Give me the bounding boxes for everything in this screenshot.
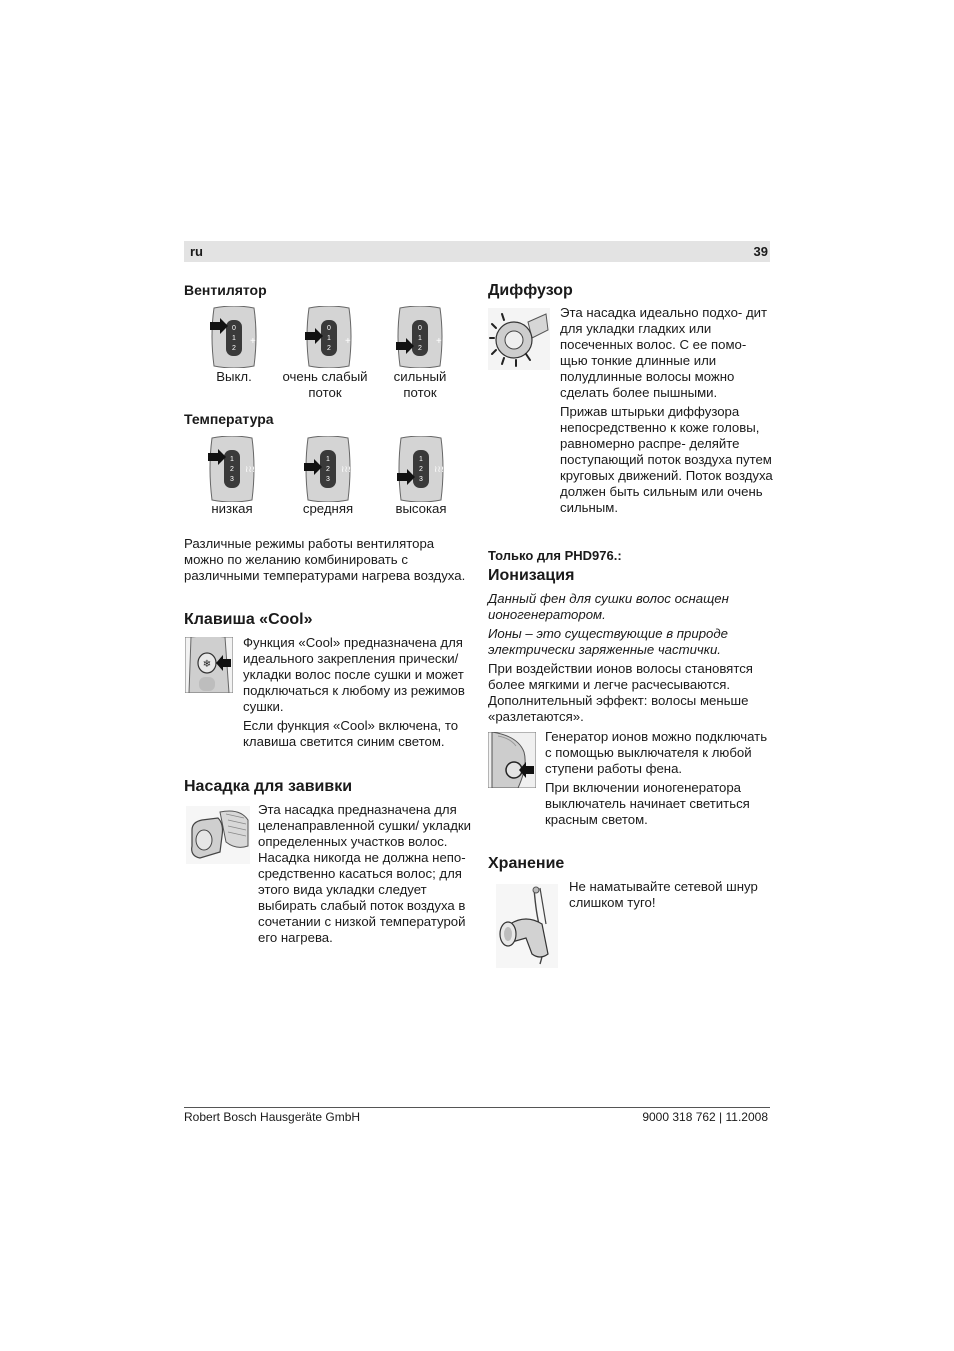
only-for-model-note: Только для PHD976.: [488, 548, 622, 563]
fan-switch-high-image [392, 306, 448, 368]
language-code: ru [190, 244, 203, 259]
svg-text:3: 3 [326, 476, 330, 483]
svg-text:1: 1 [327, 335, 331, 342]
storage-heading: Хранение [488, 855, 565, 872]
storage-text: Не наматывайте сетевой шнур слишком туго! [569, 879, 758, 910]
temp-switch-high-image [393, 436, 449, 502]
nozzle-text: Эта насадка предназначена для целенаправленной сушки/ укладки определенных участков волос. Насадка никогда не должна непо- средственно касаться волос; для этого вида укладки следует выбирать слабый поток воздуха в сочетании с низкой температурой его нагрева. [258, 802, 472, 945]
header-bar [184, 241, 770, 262]
ionization-italic-1: Данный фен для сушки волос оснащен ионогенератором. [488, 591, 729, 622]
ionization-paragraph-3: При включении ионогенератора выключатель начинает светиться красным светом. [545, 780, 750, 827]
svg-text:≀≀≀: ≀≀≀ [341, 464, 352, 474]
combine-text: Различные режимы работы вентилятора можно по желанию комбинировать с различными температурами нагрева воздуха. [184, 536, 466, 583]
diffuser-paragraph-2: Прижав штырьки диффузора непосредственно к коже головы, равномерно распре- деляйте поступающий поток воздуха путем круговых движений. Поток воздуха должен быть сильным или очень сильным. [560, 404, 773, 515]
svg-text:≀≀≀: ≀≀≀ [245, 464, 256, 474]
diffuser-image [488, 308, 550, 370]
fan-caption-low: очень слабый поток [282, 369, 368, 400]
diffuser-text [560, 305, 774, 519]
page-number: 39 [753, 244, 768, 259]
svg-text:2: 2 [419, 466, 423, 473]
svg-text:2: 2 [327, 345, 331, 352]
fan-switch-low-image [301, 306, 357, 368]
cool-text [243, 635, 469, 753]
fan-heading: Вентилятор [184, 282, 267, 298]
ionization-paragraph-1: При воздействии ионов волосы становятся более мягкими и легче расчесываются. Дополнительный эффект: волосы меньше «разлетаются». [488, 661, 753, 724]
nozzle-heading: Насадка для завивки [184, 778, 353, 795]
svg-text:+: + [250, 336, 256, 347]
svg-text:❄: ❄ [202, 659, 212, 670]
nozzle-image [186, 806, 250, 864]
cool-paragraph-1: Функция «Cool» предназначена для идеального закрепления прически/укладки волос после сушки и может подключаться к любому из режимов сушки. [243, 635, 465, 714]
svg-text:0: 0 [418, 325, 422, 332]
svg-text:1: 1 [419, 456, 423, 463]
ionization-italic-2: Ионы – это существующие в природе электрически заряженные частички. [488, 626, 729, 657]
footer-rule [184, 1107, 770, 1108]
storage-hairdryer-image [496, 884, 558, 968]
fan-caption-high: сильный поток [393, 369, 447, 400]
ionization-heading: Ионизация [488, 567, 575, 584]
svg-text:≀≀≀: ≀≀≀ [434, 464, 445, 474]
svg-text:+: + [345, 336, 351, 347]
temp-caption-medium: средняя [302, 501, 354, 516]
svg-text:2: 2 [326, 466, 330, 473]
cool-paragraph-2: Если функция «Cool» включена, то клавиша светится синим светом. [243, 718, 459, 749]
svg-text:2: 2 [230, 466, 234, 473]
svg-text:+: + [436, 336, 442, 347]
svg-text:2: 2 [232, 345, 236, 352]
cool-button-image [185, 637, 233, 693]
svg-text:1: 1 [418, 335, 422, 342]
ion-switch-text [545, 729, 771, 831]
temperature-heading: Температура [184, 411, 274, 427]
temp-switch-medium-image [300, 436, 356, 502]
ionization-intro [488, 591, 778, 728]
cool-heading: Клавиша «Cool» [184, 611, 313, 628]
svg-text:0: 0 [327, 325, 331, 332]
svg-text:1: 1 [230, 456, 234, 463]
fan-caption-off: Выкл. [216, 369, 252, 384]
temp-caption-high: высокая [395, 501, 447, 516]
svg-text:2: 2 [418, 345, 422, 352]
ionization-paragraph-2: Генератор ионов можно подключать с помощью выключателя к любой ступени работы фена. [545, 729, 768, 776]
footer-doc-ref: 9000 318 762 | 11.2008 [642, 1110, 768, 1124]
svg-text:3: 3 [419, 476, 423, 483]
svg-text:1: 1 [326, 456, 330, 463]
diffuser-heading: Диффузор [488, 282, 573, 299]
svg-text:3: 3 [230, 476, 234, 483]
footer-company: Robert Bosch Hausgeräte GmbH [184, 1110, 361, 1124]
svg-text:1: 1 [232, 335, 236, 342]
fan-switch-off-image [206, 306, 262, 368]
ion-switch-image [488, 732, 536, 788]
diffuser-paragraph-1: Эта насадка идеально подхо- дит для укладки гладких или посеченных волос. С ее помо- щью тонкие длинные или полудлинные волосы можно сделать более пышными. [560, 305, 768, 400]
temp-caption-low: низкая [211, 501, 253, 516]
svg-text:0: 0 [232, 325, 236, 332]
temp-switch-low-image [204, 436, 260, 502]
